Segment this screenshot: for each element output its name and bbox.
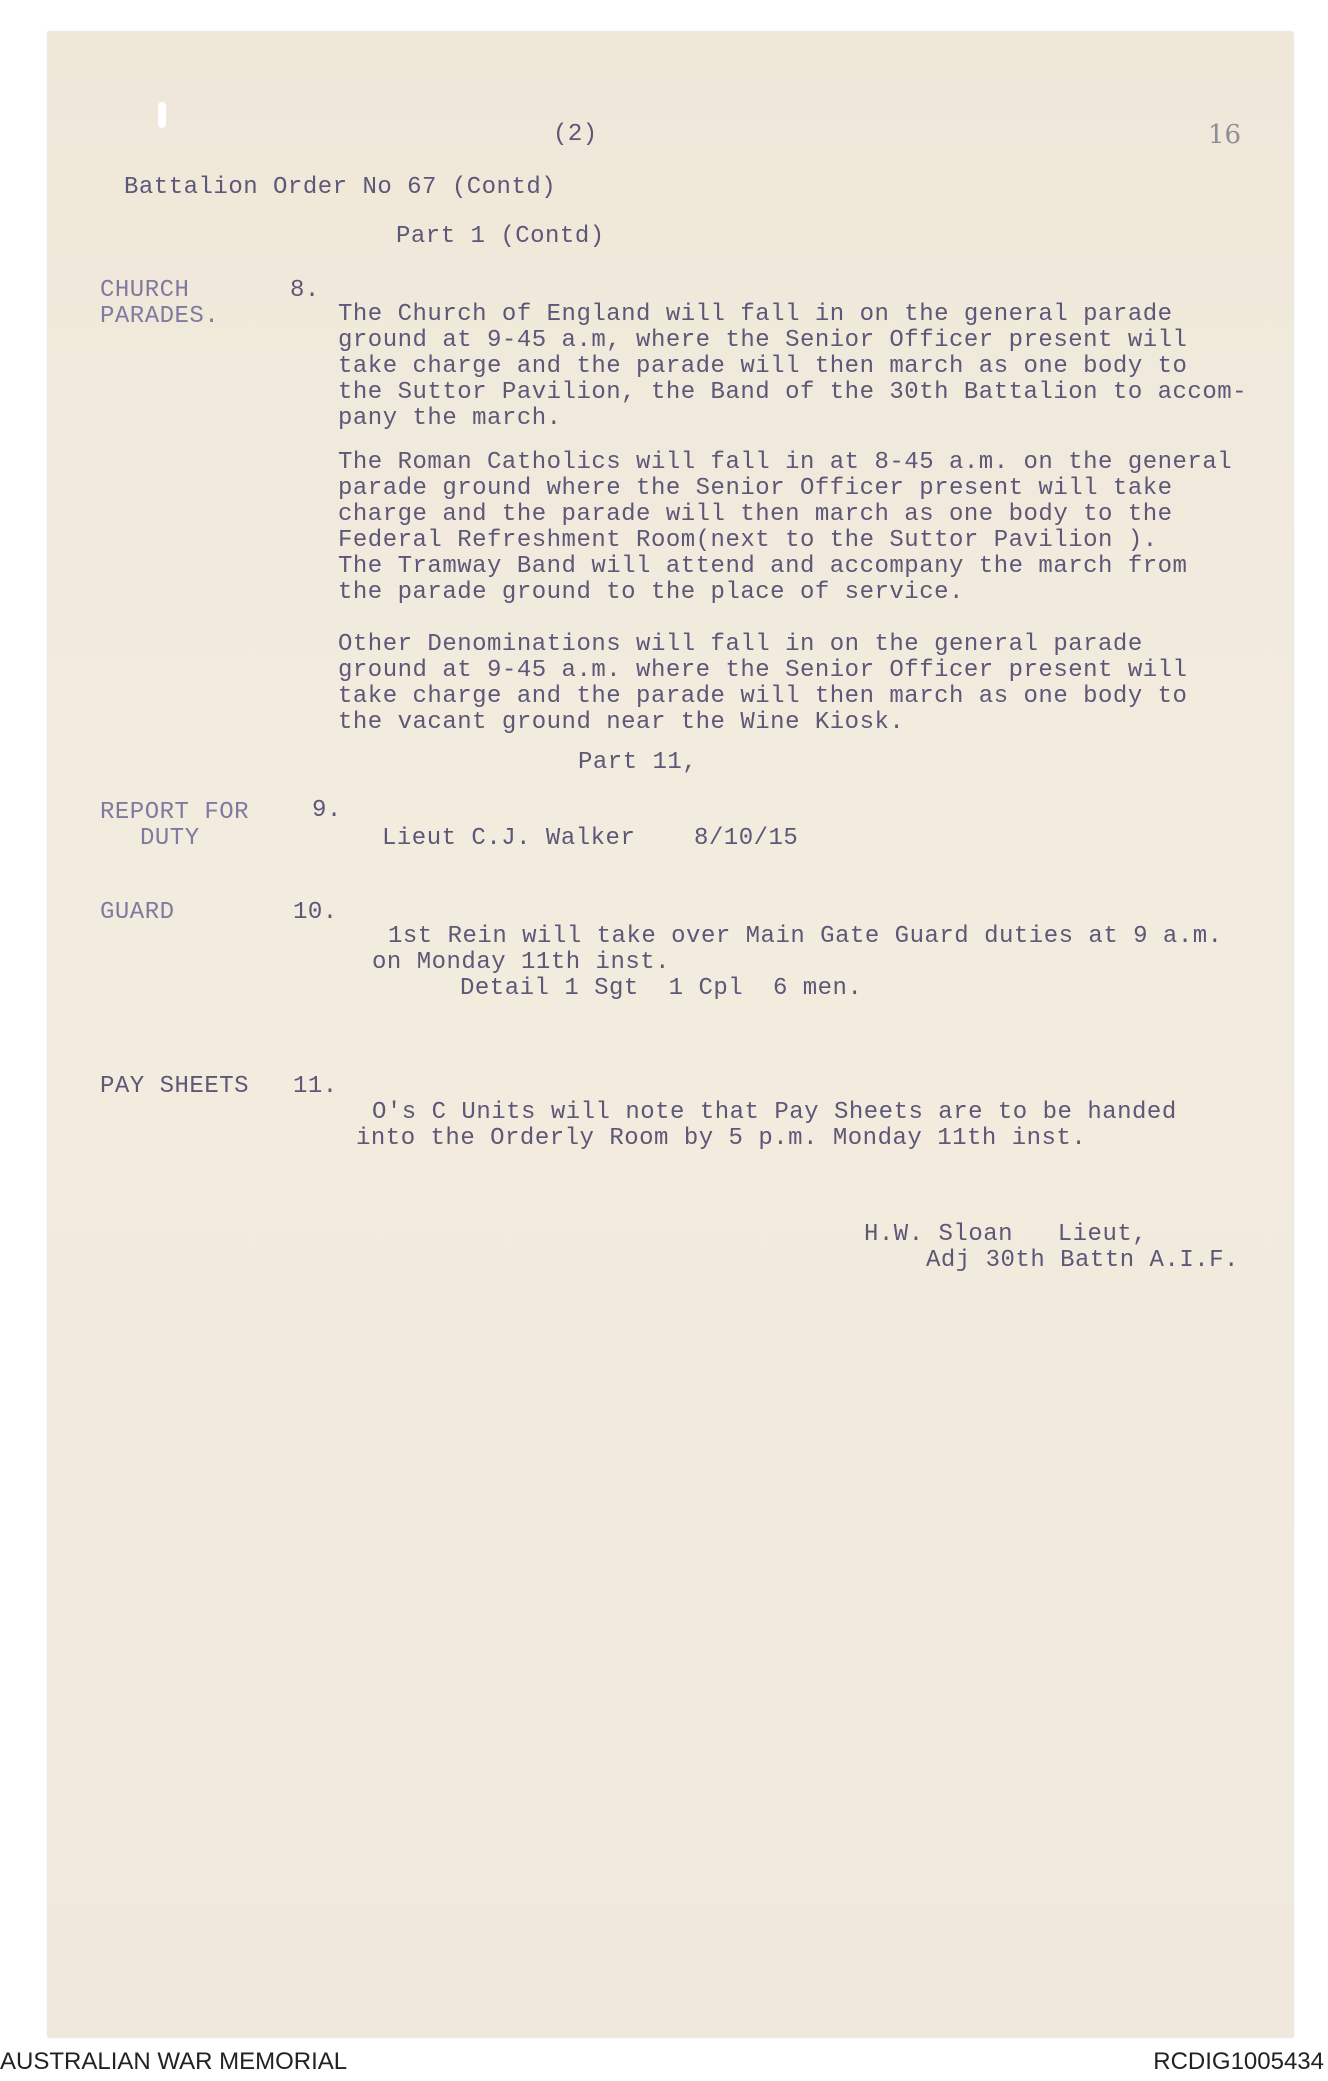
section-label-pay-sheets: PAY SHEETS <box>100 1073 250 1100</box>
signature-title: Adj 30th Battn A.I.F. <box>926 1247 1239 1274</box>
text-line: ground at 9-45 a.m. where the Senior Officer present will <box>338 657 1188 684</box>
section-label-church: CHURCH <box>100 277 190 304</box>
signature-name: H.W. Sloan Lieut, <box>864 1221 1148 1248</box>
text-line: take charge and the parade will then march as one body to <box>338 683 1188 710</box>
guard-line-3: Detail 1 Sgt 1 Cpl 6 men. <box>460 975 863 1002</box>
part2-heading: Part 11, <box>578 749 698 776</box>
footer-archive-name: AUSTRALIAN WAR MEMORIAL <box>0 2048 348 2075</box>
guard-line-2: on Monday 11th inst. <box>372 949 671 976</box>
section-number-10: 10. <box>293 899 338 926</box>
section-label-report-for: REPORT FOR <box>100 799 250 826</box>
text-line: take charge and the parade will then march as one body to <box>338 353 1188 380</box>
text-line: parade ground where the Senior Officer present will take <box>338 475 1173 502</box>
section-label-guard: GUARD <box>100 899 175 926</box>
text-line: charge and the parade will then march as one body to the <box>338 501 1173 528</box>
section-number-8: 8. <box>290 277 320 304</box>
text-line: The Church of England will fall in on the general parade <box>338 301 1173 328</box>
pay-line-2: into the Orderly Room by 5 p.m. Monday 11th inst. <box>356 1125 1087 1152</box>
section-number-9: 9. <box>312 797 342 824</box>
pay-line-1: O's C Units will note that Pay Sheets are to be handed <box>372 1099 1177 1126</box>
guard-line-1: 1st Rein will take over Main Gate Guard duties at 9 a.m. <box>388 923 1223 950</box>
text-line: pany the march. <box>338 405 562 432</box>
section-label-parades: PARADES. <box>100 303 220 330</box>
footer-item-id: RCDIG1005434 <box>1153 2048 1324 2075</box>
text-line: the parade ground to the place of service. <box>338 579 964 606</box>
text-line: The Tramway Band will attend and accompany the march from <box>338 553 1188 580</box>
text-line: ground at 9-45 a.m, where the Senior Officer present will <box>338 327 1188 354</box>
part-heading: Part 1 (Contd) <box>396 223 605 250</box>
paper-mark <box>158 102 166 128</box>
text-line: The Roman Catholics will fall in at 8-45 a.m. on the general <box>338 449 1233 476</box>
report-officer: Lieut C.J. Walker <box>382 825 636 852</box>
text-line: Other Denominations will fall in on the general parade <box>338 631 1143 658</box>
page-number: (2) <box>553 121 598 148</box>
text-line: the vacant ground near the Wine Kiosk. <box>338 709 905 736</box>
pencil-folio-number: 16 <box>1208 120 1242 150</box>
report-date: 8/10/15 <box>694 825 799 852</box>
section-label-duty: DUTY <box>140 825 200 852</box>
order-title: Battalion Order No 67 (Contd) <box>124 174 557 201</box>
text-line: the Suttor Pavilion, the Band of the 30th Battalion to accom- <box>338 379 1248 406</box>
section-number-11: 11. <box>293 1073 338 1100</box>
text-line: Federal Refreshment Room(next to the Suttor Pavilion ). <box>338 527 1158 554</box>
